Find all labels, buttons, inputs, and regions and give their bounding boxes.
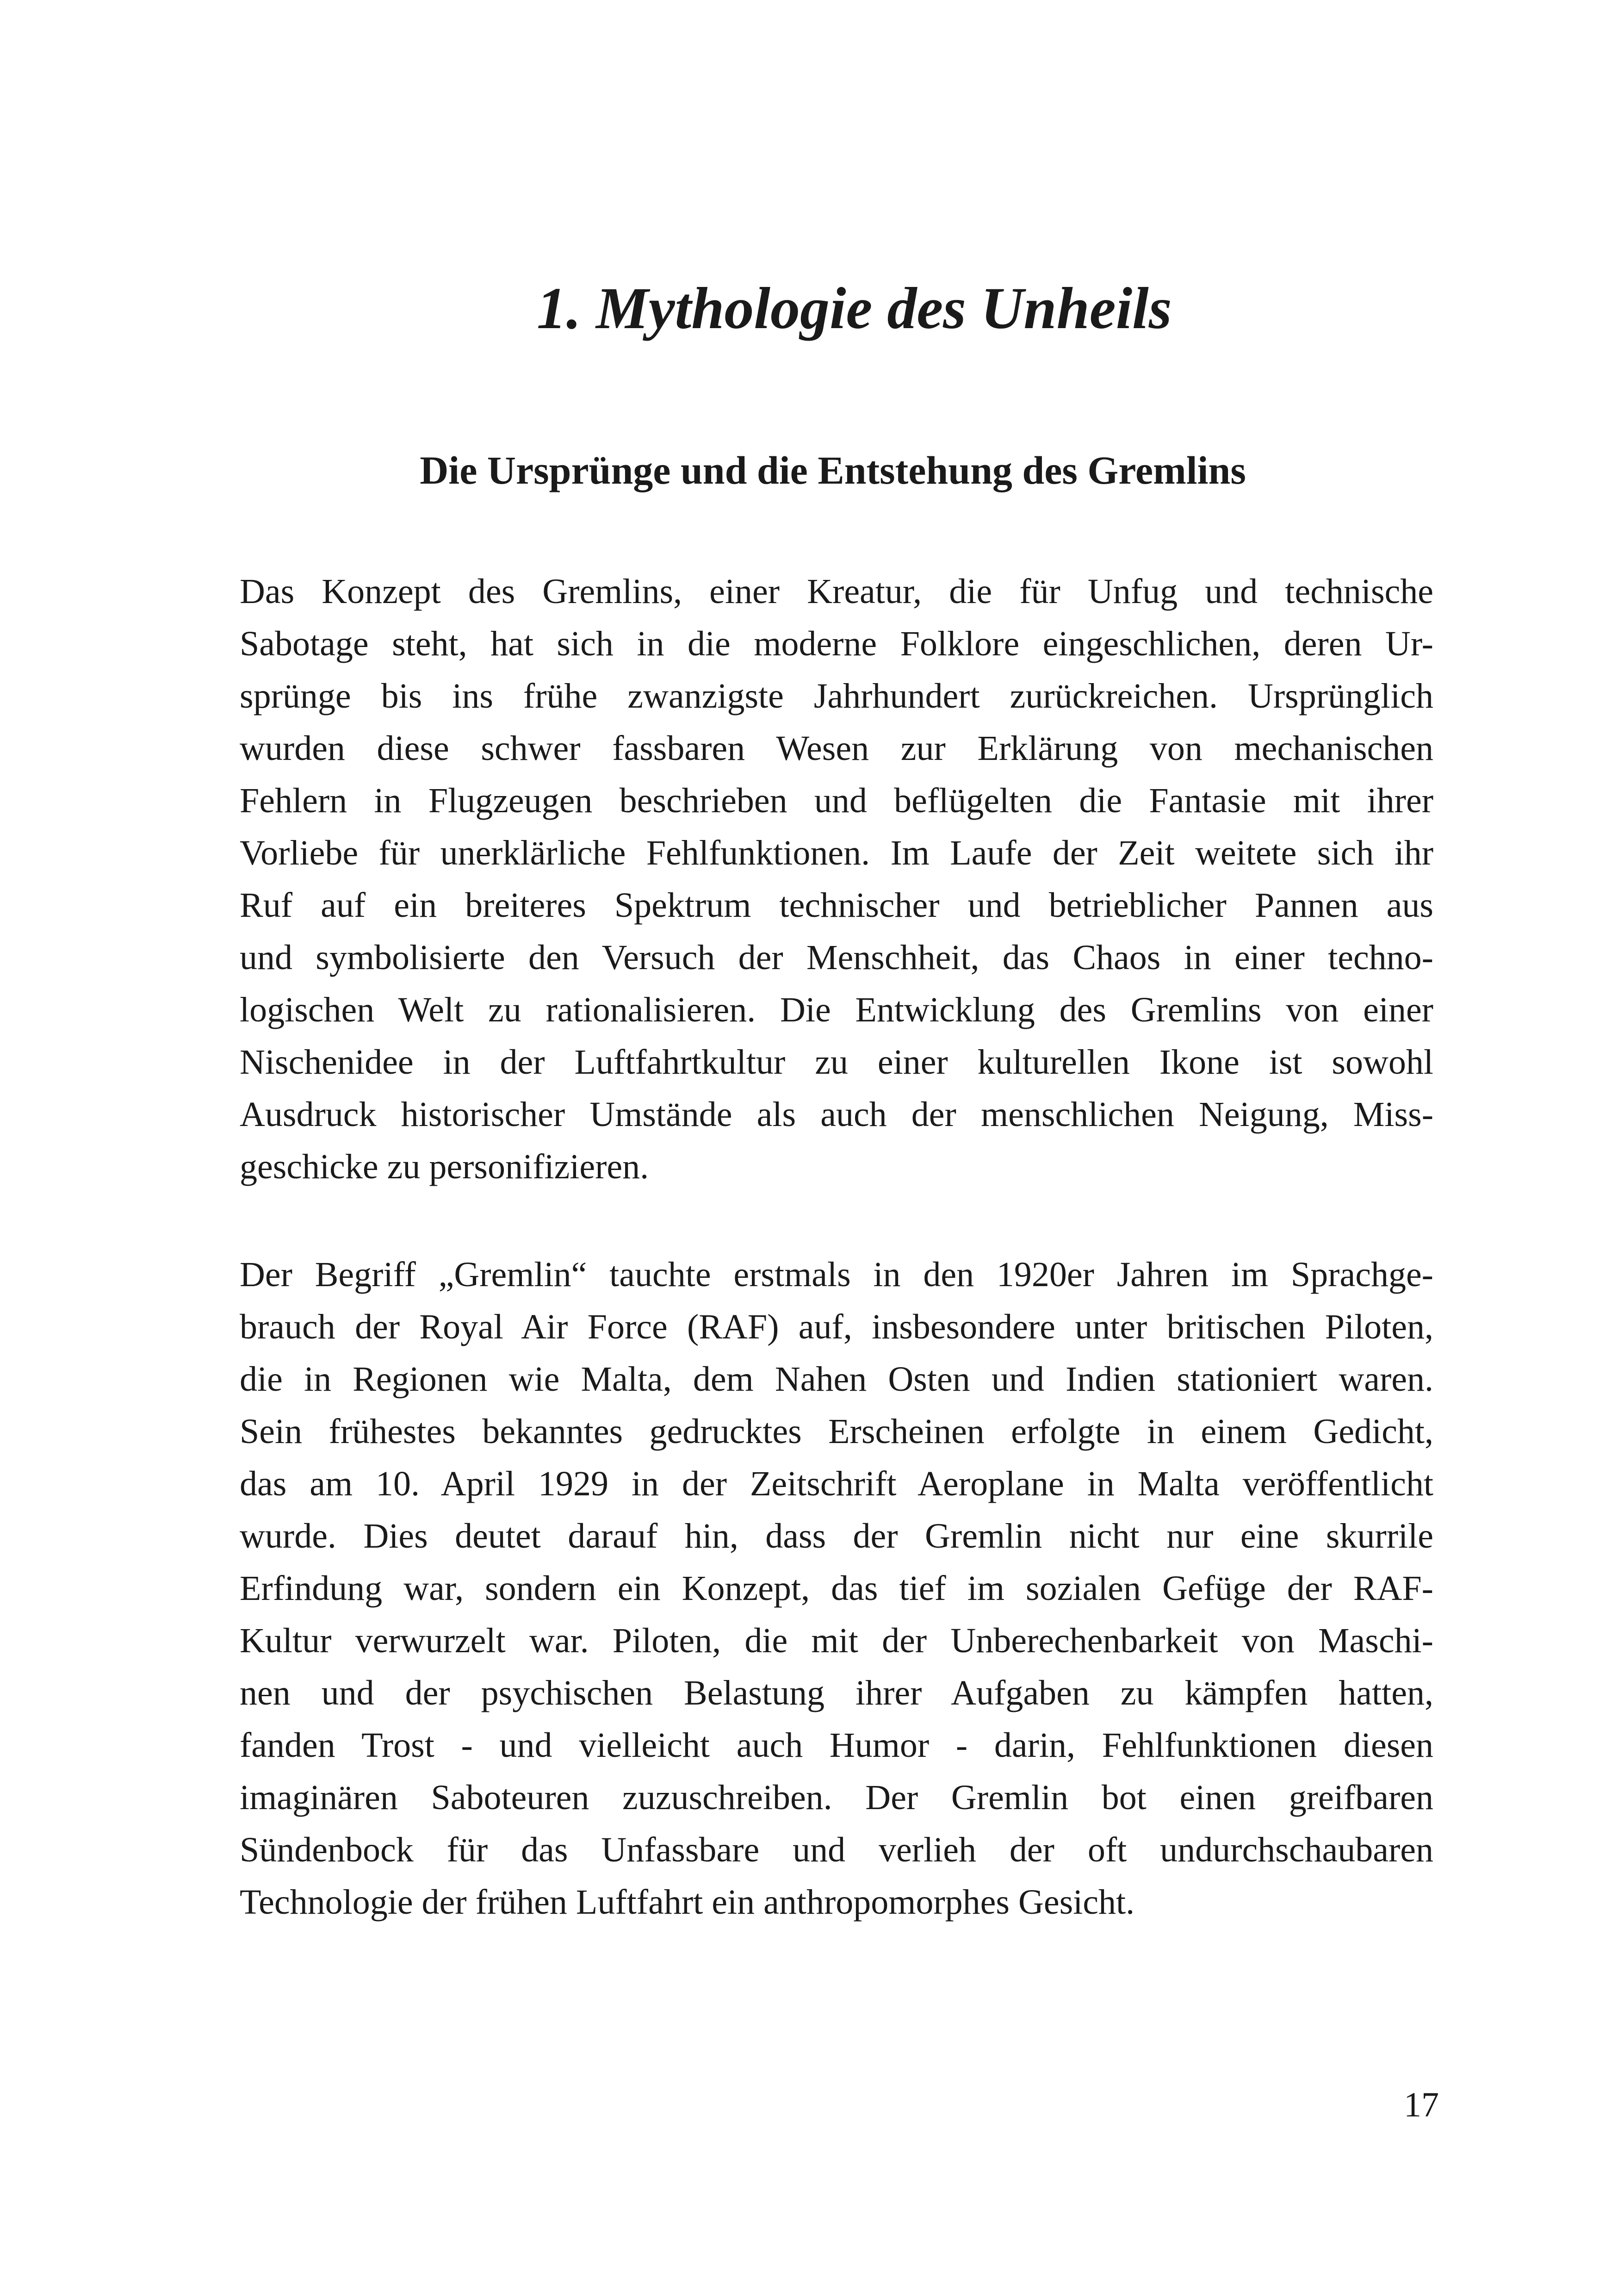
text-line: Sabotage steht, hat sich in die moderne Folklore eingeschlichen, deren Ur- xyxy=(240,624,1433,663)
text-line: Der Begriff „Gremlin“ tauchte erstmals in den 1920er Jahren im Sprachge- xyxy=(240,1255,1433,1294)
text-line: brauch der Royal Air Force (RAF) auf, insbesondere unter britischen Piloten, xyxy=(240,1307,1433,1346)
page-number: 17 xyxy=(1404,2085,1439,2124)
text-line: fanden Trost - und vielleicht auch Humor - darin, Fehlfunktionen diesen xyxy=(240,1726,1433,1765)
text-line: Erfindung war, sondern ein Konzept, das tief im sozialen Gefüge der RAF- xyxy=(240,1569,1433,1608)
text-line: Sein frühestes bekanntes gedrucktes Erscheinen erfolgte in einem Gedicht, xyxy=(240,1412,1433,1451)
text-line: Nischenidee in der Luftfahrtkultur zu einer kulturellen Ikone ist sowohl xyxy=(240,1043,1433,1082)
text-line: wurden diese schwer fassbaren Wesen zur Erklärung von mechanischen xyxy=(240,729,1433,768)
text-line: Das Konzept des Gremlins, einer Kreatur, die für Unfug und technische xyxy=(240,572,1433,611)
text-line: das am 10. April 1929 in der Zeitschrift Aeroplane in Malta veröffentlicht xyxy=(240,1464,1433,1503)
text-line: wurde. Dies deutet darauf hin, dass der Gremlin nicht nur eine skurrile xyxy=(240,1517,1433,1556)
text-line: logischen Welt zu rationalisieren. Die Entwicklung des Gremlins von einer xyxy=(240,990,1433,1029)
paragraph-origins xyxy=(240,566,1433,1193)
text-line: Kultur verwurzelt war. Piloten, die mit der Unberechenbarkeit von Maschi- xyxy=(240,1621,1433,1660)
text-line: die in Regionen wie Malta, dem Nahen Osten und Indien stationiert waren. xyxy=(240,1360,1433,1399)
text-line: Sündenbock für das Unfassbare und verlieh der oft undurchschaubaren xyxy=(240,1830,1433,1869)
text-line: Ausdruck historischer Umstände als auch der menschlichen Neigung, Miss- xyxy=(240,1095,1433,1134)
text-line: geschicke zu personifizieren. xyxy=(240,1147,649,1186)
text-line: nen und der psychischen Belastung ihrer Aufgaben zu kämpfen hatten, xyxy=(240,1674,1433,1712)
text-line: Vorliebe für unerklärliche Fehlfunktionen. Im Laufe der Zeit weitete sich ihr xyxy=(240,834,1433,872)
text-line: imaginären Saboteuren zuzuschreiben. Der Gremlin bot einen greifbaren xyxy=(240,1778,1433,1817)
text-line: Fehlern in Flugzeugen beschrieben und beflügelten die Fantasie mit ihrer xyxy=(240,781,1433,820)
paragraph-raf-term xyxy=(240,1249,1433,1929)
text-line: und symbolisierte den Versuch der Menschheit, das Chaos in einer techno- xyxy=(240,938,1433,977)
text-line: Technologie der frühen Luftfahrt ein anthropomorphes Gesicht. xyxy=(240,1883,1135,1922)
section-heading: Die Ursprünge und die Entstehung des Gremlins xyxy=(420,448,1246,492)
text-line: sprünge bis ins frühe zwanzigste Jahrhundert zurückreichen. Ursprünglich xyxy=(240,677,1433,716)
text-line: Ruf auf ein breiteres Spektrum technischer und betrieblicher Pannen aus xyxy=(240,886,1433,925)
chapter-title: 1. Mythologie des Unheils xyxy=(537,275,1172,341)
